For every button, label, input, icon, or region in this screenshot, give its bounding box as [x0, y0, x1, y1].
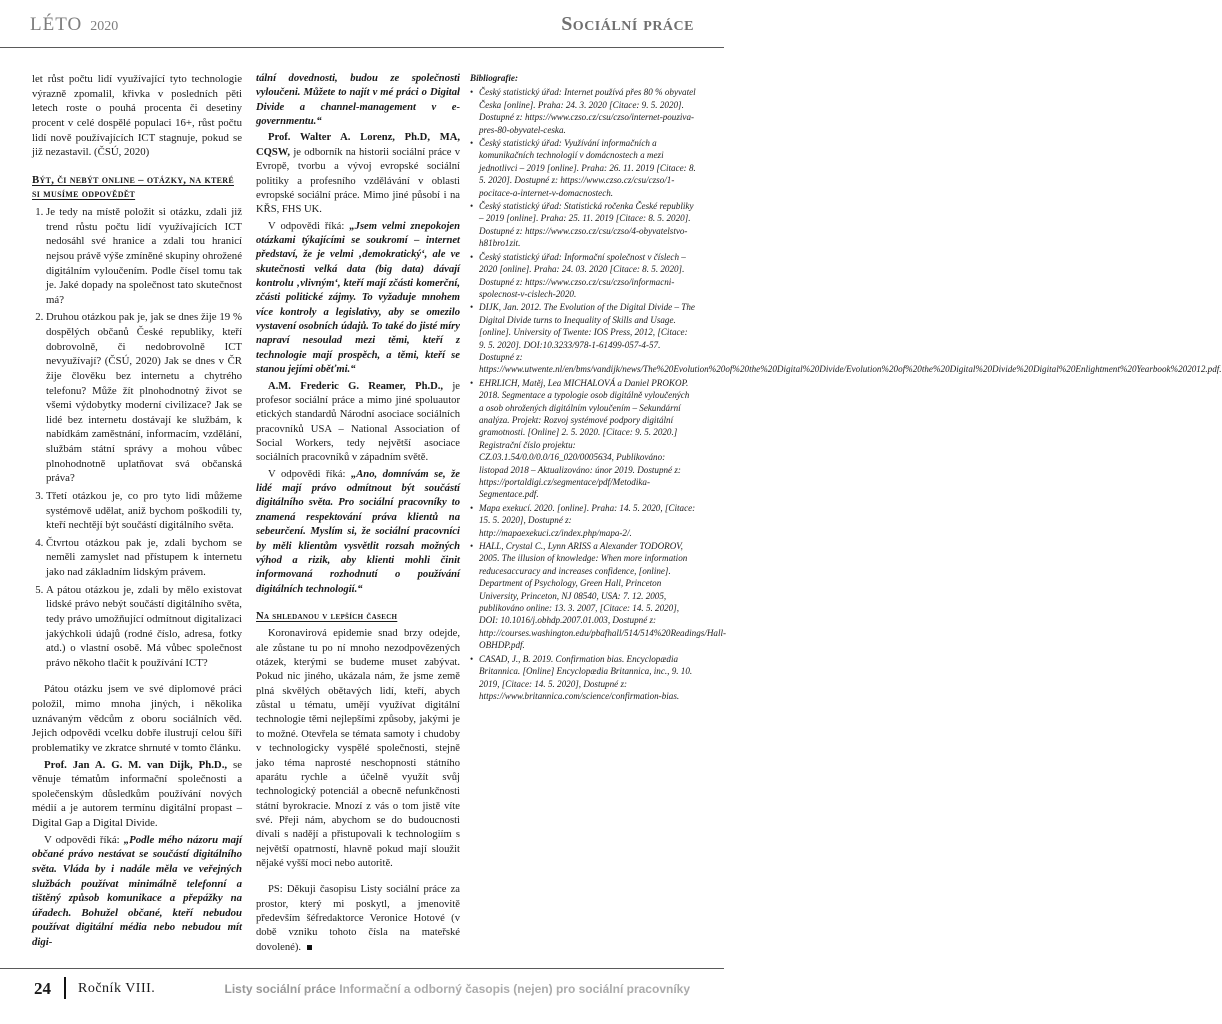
question-item: 3. Třetí otázkou je, co pro tyto lidi můžeme systémově udělat, aniž bychom poškodili ty, kteří nechtějí být součástí digitálního světa. [46, 489, 242, 533]
paragraph-lorenz: Prof. Walter A. Lorenz, Ph.D, MA, CQSW, je odborník na historii sociální práce v Evropě, tvorbu a vývoj evropské sociální politiky a profesního vzdělávání v oblasti evropské sociální práce. Mimo jiné působí i na KŘS, FHS UK. [256, 132, 460, 216]
bibliography-entry: • Český statistický úřad: Statistická ročenka České republiky – 2019 [online]. Praha: 25. 11. 2019 [Citace: 8. 5. 2020]. Dostupné z: https://www.czso.cz/csu/czso/4-obyvatelstvo-h81bro1zit. [470, 200, 696, 250]
author-dijk: Prof. Jan A. G. M. van Dijk, Ph.D., [44, 758, 228, 771]
paragraph-closing: Koronavirová epidemie snad brzy odejde, ale zůstane tu po ní mnoho nezodpovězených otázek, kterými se budeme muset zabývat. Pokud nic jiného, ukázala nám, že jsme země plná skvělých obětavých lidí, kteří, abych zůstal u tématu, umějí využívat digitální technologie těmi nejlepšími způsoby, jakými je to možné. Otevřela se témata samoty i chudoby v technologicky vyspělé společnosti, stejně jako téma naprosté neschopnosti státního aparátu rychle a účelně využít svůj technologický potenciál a obecně nefunkčnosti státní byrokracie. Mnozí z vás o tom jistě víte své. Přeji nám, abychom se do budoucnosti dívali s nadějí a přistupovali k technologiím s největší opatrností, hlavně pokud mají sloužit nějaké vyšší moci nebo autoritě. [256, 628, 460, 870]
bibliography [470, 72, 1222, 703]
paragraph-lorenz-quote: V odpovědi říká: „Jsem velmi znepokojen otázkami týkajícími se soukromí – internet představí, že je velmi ‚demokratický‘, ale ve skutečnosti velká data (big data) dávají kontrolu ‚vlivným‘, kteří mají zčásti komerční, zčásti politické zájmy. To vyžaduje mnohem více kontroly a legislativy, aby se omezilo vystavení osobních údajů. To také do jisté míry napraví nesoulad mezi těmi, kteří z technologie mají prospěch, a těmi, kteří se stanou jejími oběťmi.“ [256, 220, 460, 376]
season: LÉTO [30, 14, 83, 35]
bibliography-entry: • Český statistický úřad: Internet používá přes 80 % obyvatel Česka [online]. Praha: 24. 3. 2020 [Citace: 9. 5. 2020]. Dostupné z: https://www.czso.cz/csu/czso/internet-pouziva-pres-80-obyvatel-ceska. [470, 86, 696, 136]
quote-dijk-continued: tální dovednosti, budou ze společnosti vyloučeni. Můžete to najít v mé práci o Digital Divide a channel-management v e-governmentu.“ [256, 73, 460, 128]
section-heading-online: Být, či nebýt online – otázky, na které si musíme odpovědět [32, 173, 234, 201]
intro-paragraph: let růst počtu lidí využívající tyto technologie výrazně zpomalil, křivka v posledních pěti letech roste o pouhá procenta či desetiny procent v celé dospělé populaci 16+, růst počtu lidí nově používajících ICT stagnuje, pokud se již nezastavil. (ČSÚ, 2020) [32, 73, 242, 159]
bibliography-entry: • EHRLICH, Matěj, Lea MICHALOVÁ a Daniel PROKOP. 2018. Segmentace a typologie osob digitálně vyloučených a osob ohrožených digitálním vyloučením – Sekundární analýza. Projekt: Rozvoj systémové podpory digitální gramotnosti. [Online] 2. 5. 2020. [Citace: 9. 5. 2020.] Registrační číslo projektu: CZ.03.1.54/0.0/0.0/16_020/0005634, Publikováno: listopad 2018 – Aktualizováno: únor 2019. Dostupné z: https://portaldigi.cz/segmentace/pdf/Metodika-Segmentace.pdf. [470, 377, 696, 501]
bibliography-entry: • CASAD, J., B. 2019. Confirmation bias. Encyclopædia Britannica. [Online] Encyclopædia Britannica, inc., 9. 10. 2019, [Citace: 14. 5. 2020], Dostupné z: https://www.britannica.com/science/confirmation-bias. [470, 653, 696, 703]
question-item: 5. A pátou otázkou je, zdali by mělo existovat lidské právo nebýt součástí digitálního světa, tedy právo umožňující odmítnout digitalizaci jakýchkoli údajů (rodné číslo, adresa, fotky atd.) o vlastní osobě. Má vůbec společnost právo někoho tlačit k používání ICT? [46, 583, 242, 671]
bibliography-entry: • DIJK, Jan. 2012. The Evolution of the Digital Divide – The Digital Divide turns to Inequality of Skills and Usage. [online]. University of Twente: IOS Press, 2012, [Citace: 9. 5. 2020]. DOI:10.3233/978-1-61499-057-4-57. Dostupné z: https://www.utwente.nl/en/bms/vandijk/news/The%20Evolution%20of%20the%20Digital%20Divide/Evolution%20of%20the%20Digital%20Divide%20Digital%20Enlightment%20Yearbook%202012.pdf. [470, 301, 696, 375]
bibliography-entry: • Český statistický úřad: Informační společnost v číslech – 2020 [online]. Praha: 24. 03. 2020 [Citace: 8. 5. 2020]. Dostupné z: https://www.czso.cz/csu/czso/informacni-spolecnost-v-cislech-2020. [470, 251, 696, 301]
section-title: Sociální práce [561, 13, 694, 35]
question-item: 4. Čtvrtou otázkou pak je, zdali bychom se neměli zamyslet nad přístupem k internetu jako nad základním lidským právem. [46, 536, 242, 580]
footer-divider [64, 977, 66, 999]
year: 2020 [90, 19, 119, 34]
magazine-title: Listy sociální práce Informační a odborný časopis (nejen) pro sociální pracovníky [224, 982, 690, 996]
paragraph-dijk-quote: V odpovědi říká: „Podle mého názoru mají občané právo nestávat se součástí digitálního světa. Vláda by i nadále měla ve veřejných službách používat minimálně telefonní a tištěný způsob komunikace a přepážky na úřadech. Bohužel občané, kteří nebudou používat digitální média nebo nebudou mít digi- [32, 833, 243, 948]
quote-reamer: „Ano, domnívám se, že lidé mají právo odmítnout být součástí digitálního světa. Pro sociální pracovníky to znamená respektování práva klientů na sebeurčení. Myslím si, že sociální pracovníci by měli klientům vysvětlit rozsah možných výhod a rizik, aby klienti mohli činit informovaná rozhodnutí o používání digitálních technologií.“ [256, 468, 460, 595]
question-item: 1. Je tedy na místě položit si otázku, zdali již trend růstu počtu lidí využívajících ICT nedosáhl své hranice a zdali tou hranicí nejsou právě výše zmíněné skupiny ohrožené digitálním vyloučením. Podle čísel tomu tak je. Jaké dopady na společnost tato skutečnost má? [46, 205, 242, 307]
bibliography-title: Bibliografie: [470, 73, 518, 83]
quote-lorenz: „Jsem velmi znepokojen otázkami týkajícími se soukromí – internet představí, že je velmi ‚demokratický‘, ale ve skutečnosti velká data (big data) dávají kontrolu ‚vlivným‘, kteří mají zčásti komerční, zčásti politické zájmy. To vyžaduje mnohem více kontroly a legislativy, aby se omezilo vystavení osobních údajů. To také do jisté míry napraví nesoulad mezi těmi, kteří z technologie mají prospěch, a těmi, kteří se stanou jejími oběťmi.“ [256, 220, 460, 376]
question-item: 2. Druhou otázkou pak je, jak se dnes žije 19 % dospělých občanů České republiky, kteří dobrovolně, či nedobrovolně ICT nevyužívají? (ČSÚ, 2020) Jak se dnes v ČR žije člověku bez internetu a chytrého telefonu? Může žít plnohodnotný život se všemi výdobytky moderní civilizace? Jak se lidé bez internetu dostávají ke službám, k nabídkám zaměstnání, informacím, vzdělání, službám státní správy a mohou vůbec plnohodnotně uplatňovat svá občanská práva? [46, 310, 242, 486]
paragraph-dijk: Prof. Jan A. G. M. van Dijk, Ph.D., se věnuje tématům informační společnosti a společenským důsledkům používání nových médií a je autorem termínu digitální propast – Digital Gap a Digital Divide. [32, 758, 242, 829]
paragraph-reamer: A.M. Frederic G. Reamer, Ph.D., je profesor sociální práce a mimo jiné spoluautor etických standardů Národní asociace sociálních pracovníků USA – National Association of Social Workers, tedy největší asociace sociálních pracovníků v západním světě. [256, 380, 460, 464]
bibliography-entry: • HALL, Crystal C., Lynn ARISS a Alexander TODOROV, 2005. The illusion of knowledge: When more information reducesaccuracy and increases confidence, [online]. Department of Psychology, Green Hall, Princeton University, Princeton, NJ 08540, USA: 7. 12. 2005, publikováno online: 13. 3. 2007, [Citace: 14. 5. 2020], DOI: 10.1016/j.obhdp.2007.01.003, Dostupné z: http://courses.washington.edu/pbafhall/514/514%20Readings/Hall-OBHDP.pdf. [470, 540, 696, 652]
author-lorenz: Prof. Walter A. Lorenz, Ph.D, MA, CQSW, [256, 132, 460, 158]
paragraph-question: Pátou otázku jsem ve své diplomové práci položil, mimo mnoha jiných, i několika uznávaným vědcům z oboru sociálních věd. Jejich odpovědi vcelku dobře ilustrují celou šíři problematiky ve zkratce shrnuté v tomto článku. [32, 683, 242, 754]
page-footer [0, 968, 724, 1024]
paragraph-reamer-quote: V odpovědi říká: „Ano, domnívám se, že lidé mají právo odmítnout být součástí digitálního světa. Pro sociální pracovníky to znamená respektování práva klientů na sebeurčení. Myslím si, že sociální pracovníci by měli klientům vysvětlit rozsah možných výhod a rizik, aby klienti mohli činit informovaná rozhodnutí o používání digitálních technologií.“ [256, 468, 460, 595]
column-middle [256, 72, 460, 957]
bibliography-list [470, 86, 1222, 702]
question-list [32, 205, 242, 670]
end-mark [307, 945, 312, 950]
paragraph-ps: PS: Děkuji časopisu Listy sociální práce za prostor, který mi poskytl, a jmenovitě především šéfredaktorce Veronice Hotové (v době vzniku tohoto čísla na mateřské dovolené). [256, 884, 460, 953]
quote-dijk: „Podle mého názoru mají občané právo nestávat se součástí digitálního světa. Vláda by i nadále měla ve veřejných službách používat minimálně telefonní a tištěný způsob komunikace a přepážky na úřadech. Bohužel občané, kteří nebudou používat digitální média nebo nebudou mít digi- [32, 833, 243, 948]
column-left [32, 72, 242, 952]
volume-label: Ročník VIII. [78, 981, 156, 996]
page-header [0, 0, 724, 48]
bibliography-entry: • Mapa exekucí. 2020. [online]. Praha: 14. 5. 2020, [Citace: 15. 5. 2020], Dostupné z: http://mapaexekuci.cz/index.php/mapa-2/. [470, 502, 696, 539]
bibliography-entry: • Český statistický úřad: Využívání informačních a komunikačních technologií v domácnostech a mezi jednotlivci – 2019 [online]. Praha: 26. 11. 2019 [Citace: 8. 5. 2020]. Dostupné z: https://www.czso.cz/csu/czso/1-pocitace-a-internet-v-domacnostech. [470, 137, 696, 199]
issue-label [30, 14, 118, 36]
author-reamer: A.M. Frederic G. Reamer, Ph.D., [268, 380, 444, 392]
section-heading-closing: Na shledanou v lepších časech [256, 610, 398, 622]
page-number: 24 [34, 979, 51, 998]
